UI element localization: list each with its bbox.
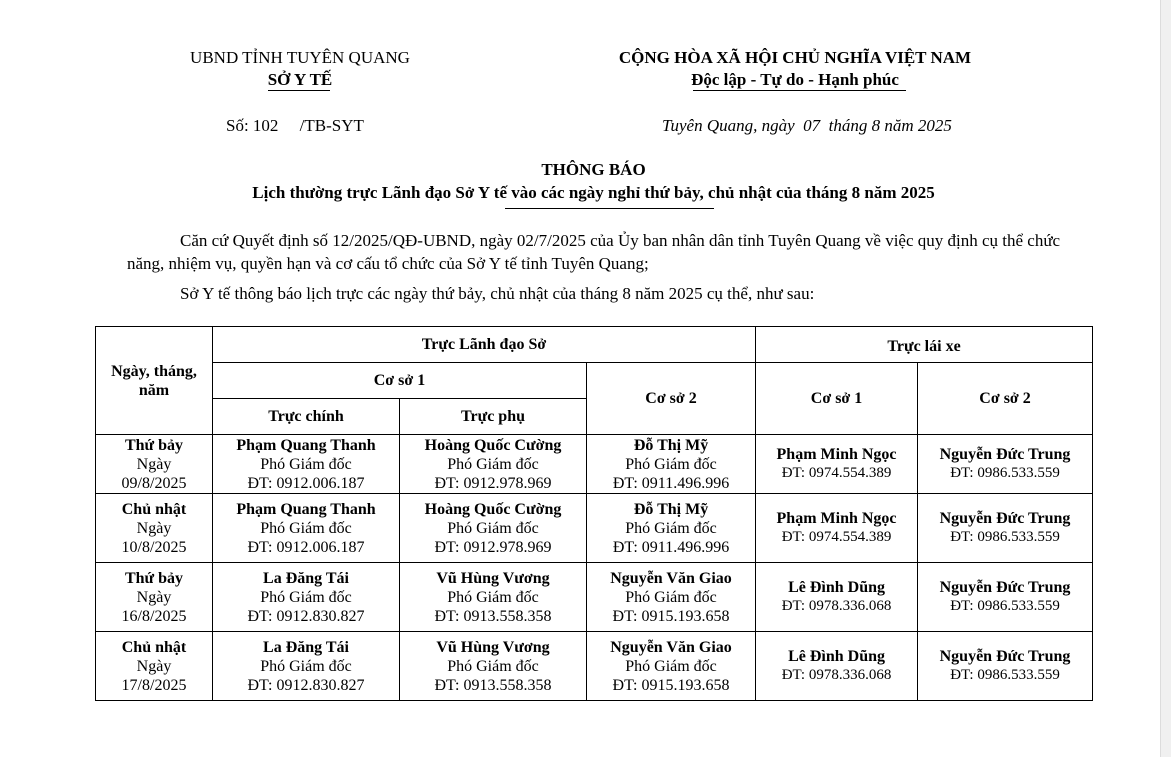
motto-underline: [693, 90, 906, 91]
date-cell: [96, 435, 213, 494]
person-title: Phó Giám đốc: [447, 588, 539, 606]
person-phone: ĐT: 0912.006.187: [247, 474, 365, 492]
table-row: [96, 435, 1093, 494]
site2-cell: [587, 435, 756, 494]
driver-phone: ĐT: 0986.533.559: [950, 667, 1060, 683]
driver-site2-cell: [918, 494, 1093, 563]
driver-name: Phạm Minh Ngọc: [776, 510, 897, 527]
driver-name: Nguyễn Đức Trung: [939, 579, 1071, 596]
driver-site2-cell: [918, 435, 1093, 494]
header-row-2: [96, 363, 1093, 399]
person-name: Hoàng Quốc Cường: [424, 436, 562, 454]
person-title: Phó Giám đốc: [447, 657, 539, 675]
person-name: La Đăng Tái: [263, 638, 349, 656]
person-phone: ĐT: 0911.496.996: [612, 538, 730, 556]
header-driver-site2: Cơ sở 2: [918, 363, 1093, 435]
main-duty-cell: [213, 632, 400, 701]
driver-phone: ĐT: 0974.554.389: [781, 465, 892, 481]
driver-name: Nguyễn Đức Trung: [939, 510, 1071, 527]
duty-schedule-table: [95, 326, 1093, 701]
person-name: La Đăng Tái: [263, 569, 349, 587]
paragraph-1-line-1: Căn cứ Quyết định số 12/2025/QĐ-UBND, ngày 02/7/2025 của Ủy ban nhân dân tỉnh Tuyên Quang về việc quy định cụ thể chức: [180, 231, 1061, 250]
person-title: Phó Giám đốc: [625, 588, 717, 606]
date-value: 17/8/2025: [121, 676, 187, 694]
driver-phone: ĐT: 0986.533.559: [950, 465, 1060, 481]
table-row: [96, 563, 1093, 632]
header-sub-duty: Trực phụ: [400, 399, 587, 435]
doc-title: THÔNG BÁO: [541, 160, 646, 179]
person-phone: ĐT: 0912.006.187: [247, 538, 365, 556]
site2-cell: [587, 632, 756, 701]
date-value: 10/8/2025: [121, 538, 187, 556]
day-name: Chủ nhật: [121, 638, 187, 656]
paragraph-1-line-2: năng, nhiệm vụ, quyền hạn và cơ cấu tổ chức của Sở Y tế tỉnh Tuyên Quang;: [127, 254, 649, 273]
day-name: Thứ bảy: [124, 436, 184, 454]
sub-duty-cell: [400, 632, 587, 701]
driver-name: Lê Đình Dũng: [788, 579, 885, 596]
person-name: Vũ Hùng Vương: [436, 569, 550, 587]
subtitle-underline: [505, 208, 714, 209]
org-header: [150, 47, 450, 91]
driver-name: Nguyễn Đức Trung: [939, 648, 1071, 665]
person-phone: ĐT: 0915.193.658: [612, 607, 730, 625]
motto: Độc lập - Tự do - Hạnh phúc: [691, 70, 899, 89]
person-phone: ĐT: 0912.978.969: [434, 538, 552, 556]
person-title: Phó Giám đốc: [260, 455, 352, 473]
table-row: [96, 494, 1093, 563]
person-name: Vũ Hùng Vương: [436, 638, 550, 656]
day-label: Ngày: [136, 588, 172, 606]
org-line1: UBND TỈNH TUYÊN QUANG: [190, 48, 410, 67]
header-site1: Cơ sở 1: [213, 363, 587, 399]
person-phone: ĐT: 0912.830.827: [247, 676, 365, 694]
site2-cell: [587, 494, 756, 563]
driver-site1-cell: [756, 563, 918, 632]
doc-number: Số: 102 /TB-SYT: [226, 116, 364, 135]
date-cell: [96, 563, 213, 632]
person-title: Phó Giám đốc: [260, 657, 352, 675]
day-label: Ngày: [136, 657, 172, 675]
date-value: 16/8/2025: [121, 607, 187, 625]
person-phone: ĐT: 0912.830.827: [247, 607, 365, 625]
day-label: Ngày: [136, 455, 172, 473]
sub-duty-cell: [400, 435, 587, 494]
person-phone: ĐT: 0913.558.358: [434, 676, 552, 694]
person-phone: ĐT: 0913.558.358: [434, 607, 552, 625]
driver-site1-cell: [756, 435, 918, 494]
person-phone: ĐT: 0911.496.996: [612, 474, 730, 492]
day-label: Ngày: [136, 519, 172, 537]
driver-phone: ĐT: 0978.336.068: [781, 667, 892, 683]
vertical-scrollbar[interactable]: [1160, 0, 1171, 757]
header-leaders: Trực Lãnh đạo Sở: [213, 327, 756, 363]
header-row-1: [96, 327, 1093, 363]
driver-name: Lê Đình Dũng: [788, 648, 885, 665]
person-title: Phó Giám đốc: [447, 519, 539, 537]
driver-name: Phạm Minh Ngọc: [776, 446, 897, 463]
place-date: Tuyên Quang, ngày 07 tháng 8 năm 2025: [662, 116, 952, 135]
table-row: [96, 632, 1093, 701]
person-name: Phạm Quang Thanh: [236, 500, 376, 518]
header-driver-site1: Cơ sở 1: [756, 363, 918, 435]
nation-line1: CỘNG HÒA XÃ HỘI CHỦ NGHĨA VIỆT NAM: [618, 48, 972, 67]
driver-phone: ĐT: 0986.533.559: [950, 529, 1060, 545]
site2-cell: [587, 563, 756, 632]
person-title: Phó Giám đốc: [447, 455, 539, 473]
day-name: Thứ bảy: [124, 569, 184, 587]
driver-site1-cell: [756, 632, 918, 701]
main-duty-cell: [213, 435, 400, 494]
header-date: Ngày, tháng, năm: [96, 327, 213, 435]
main-duty-cell: [213, 563, 400, 632]
driver-site2-cell: [918, 632, 1093, 701]
org-line2: SỞ Y TẾ: [267, 70, 333, 89]
driver-phone: ĐT: 0974.554.389: [781, 529, 892, 545]
driver-name: Nguyễn Đức Trung: [939, 446, 1071, 463]
person-name: Đỗ Thị Mỹ: [633, 436, 709, 454]
header-main-duty: Trực chính: [213, 399, 400, 435]
person-title: Phó Giám đốc: [625, 657, 717, 675]
doc-subtitle: Lịch thường trực Lãnh đạo Sở Y tế vào các ngày nghỉ thứ bảy, chủ nhật của tháng 8 năm 2025: [252, 183, 935, 202]
header-drivers: Trực lái xe: [756, 327, 1093, 363]
driver-phone: ĐT: 0978.336.068: [781, 598, 892, 614]
date-cell: [96, 632, 213, 701]
person-name: Phạm Quang Thanh: [236, 436, 376, 454]
person-title: Phó Giám đốc: [625, 455, 717, 473]
person-title: Phó Giám đốc: [260, 588, 352, 606]
person-phone: ĐT: 0915.193.658: [612, 676, 730, 694]
driver-site1-cell: [756, 494, 918, 563]
paragraph-2: Sở Y tế thông báo lịch trực các ngày thứ bảy, chủ nhật của tháng 8 năm 2025 cụ thể, như sau:: [180, 284, 815, 303]
person-name: Đỗ Thị Mỹ: [633, 500, 709, 518]
person-name: Hoàng Quốc Cường: [424, 500, 562, 518]
nation-header: [580, 47, 1010, 91]
person-title: Phó Giám đốc: [260, 519, 352, 537]
driver-phone: ĐT: 0986.533.559: [950, 598, 1060, 614]
date-value: 09/8/2025: [121, 474, 187, 492]
person-name: Nguyễn Văn Giao: [610, 638, 732, 656]
sub-duty-cell: [400, 494, 587, 563]
header-site2: Cơ sở 2: [587, 363, 756, 435]
driver-site2-cell: [918, 563, 1093, 632]
person-title: Phó Giám đốc: [625, 519, 717, 537]
org-underline: [268, 90, 330, 91]
person-phone: ĐT: 0912.978.969: [434, 474, 552, 492]
person-name: Nguyễn Văn Giao: [610, 569, 732, 587]
date-cell: [96, 494, 213, 563]
sub-duty-cell: [400, 563, 587, 632]
day-name: Chủ nhật: [121, 500, 187, 518]
main-duty-cell: [213, 494, 400, 563]
